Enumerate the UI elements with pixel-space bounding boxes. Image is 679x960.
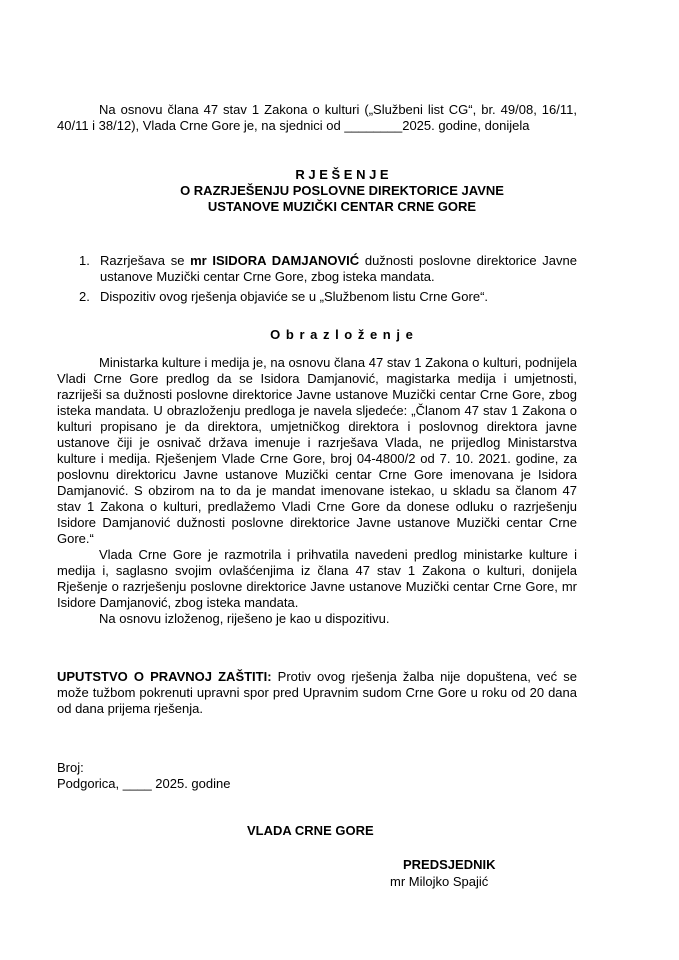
obrazlozenje-paragraph: Vlada Crne Gore je razmotrila i prihvatila navedeni predlog ministarke kulture i medija i, saglasno svojim ovlašćenjima iz člana 47 stav 1 Zakona o kulturi, donijela Rješenje o razrješenju poslovne direktorice Javne ustanove Muzički centar Crne Gore, mr Isidore Damjanović, zbog isteka mandata. [57, 547, 577, 610]
list-item-text: Dispozitiv ovog rješenja objaviće se u „Službenom listu Crne Gore“. [100, 289, 489, 304]
obrazlozenje-paragraph: Ministarka kulture i medija je, na osnovu člana 47 stav 1 Zakona o kulturi, podnijela Vladi Crne Gore predlog da se Isidora Damjanović, magistarka medija i umjetnosti, razriješi sa dužnosti poslovne direktorice Javne ustanove Muzički centar Crne Gore, zbog isteka mandata. U obrazloženju predloga je navela sljedeće: „Članom 47 stav 1 Zakona o kulturi propisano je da direktora, umjetničkog direktora i poslovnog direktora javne ustanove čiji je osnivač država imenuje i razrješava Vlada, ne prijedlog Ministarstva kulture i medija. Rješenjem Vlade Crne Gore, broj 04-4800/2 od 7. 10. 2021. godine, za poslovnu direktoricu Javne ustanove Muzički centar Crne Gore imenovana je Isidora Damjanović. S obzirom na to da je mandat imenovane istekao, u skladu sa članom 47 stav 1 Zakona o kulturi, predlažemo Vladi Crne Gore da donese odluku o razrješenju Isidore Damjanović dužnosti poslovne direktorice Javne ustanove Muzički centar Crne Gore.“ [57, 355, 577, 546]
broj-label: Broj: [57, 760, 84, 775]
president-name: mr Milojko Spajić [390, 874, 489, 889]
list-item-name: mr ISIDORA DAMJANOVIĆ [190, 253, 360, 268]
obrazlozenje-body [57, 355, 577, 627]
legal-remedy-label: UPUTSTVO O PRAVNOJ ZAŠTITI: [57, 669, 272, 684]
document-number-block [57, 760, 230, 792]
list-item-number: 1. [79, 253, 90, 268]
obrazlozenje-heading: O b r a z l o ž e n j e [270, 327, 414, 342]
decision-title [57, 167, 627, 215]
list-item-number: 2. [79, 289, 90, 304]
legal-remedy-paragraph [57, 669, 577, 717]
place-date: Podgorica, ____ 2025. godine [57, 776, 231, 791]
list-item-text-pre: Razrješava se [100, 253, 191, 268]
decision-list [57, 253, 577, 309]
list-item [57, 289, 577, 305]
obrazlozenje-paragraph: Na osnovu izloženog, riješeno je kao u dispozitivu. [99, 611, 390, 626]
legal-remedy-text: Protiv ovog rješenja žalba nije dopuštena, već se može tužbom pokrenuti upravni spor pred Upravnim sudom Crne Gore u roku od 20 dana od dana prijema rješenja. [57, 669, 577, 716]
president-title: PREDSJEDNIK [403, 857, 496, 872]
government-name: VLADA CRNE GORE [247, 823, 374, 838]
title-line-1: R J E Š E N J E [295, 167, 389, 182]
list-item-text-post: dužnosti poslovne direktorice Javne ustanove Muzički centar Crne Gore, zbog isteka mandata. [100, 253, 577, 284]
title-line-2: O RAZRJEŠENJU POSLOVNE DIREKTORICE JAVNE [180, 183, 504, 198]
list-item [57, 253, 577, 285]
title-line-3: USTANOVE MUZIČKI CENTAR CRNE GORE [207, 199, 477, 214]
intro-paragraph: Na osnovu člana 47 stav 1 Zakona o kulturi („Službeni list CG“, br. 49/08, 16/11, 40/11 i 38/12), Vlada Crne Gore je, na sjednici od ________2025. godine, donijela [57, 102, 577, 133]
